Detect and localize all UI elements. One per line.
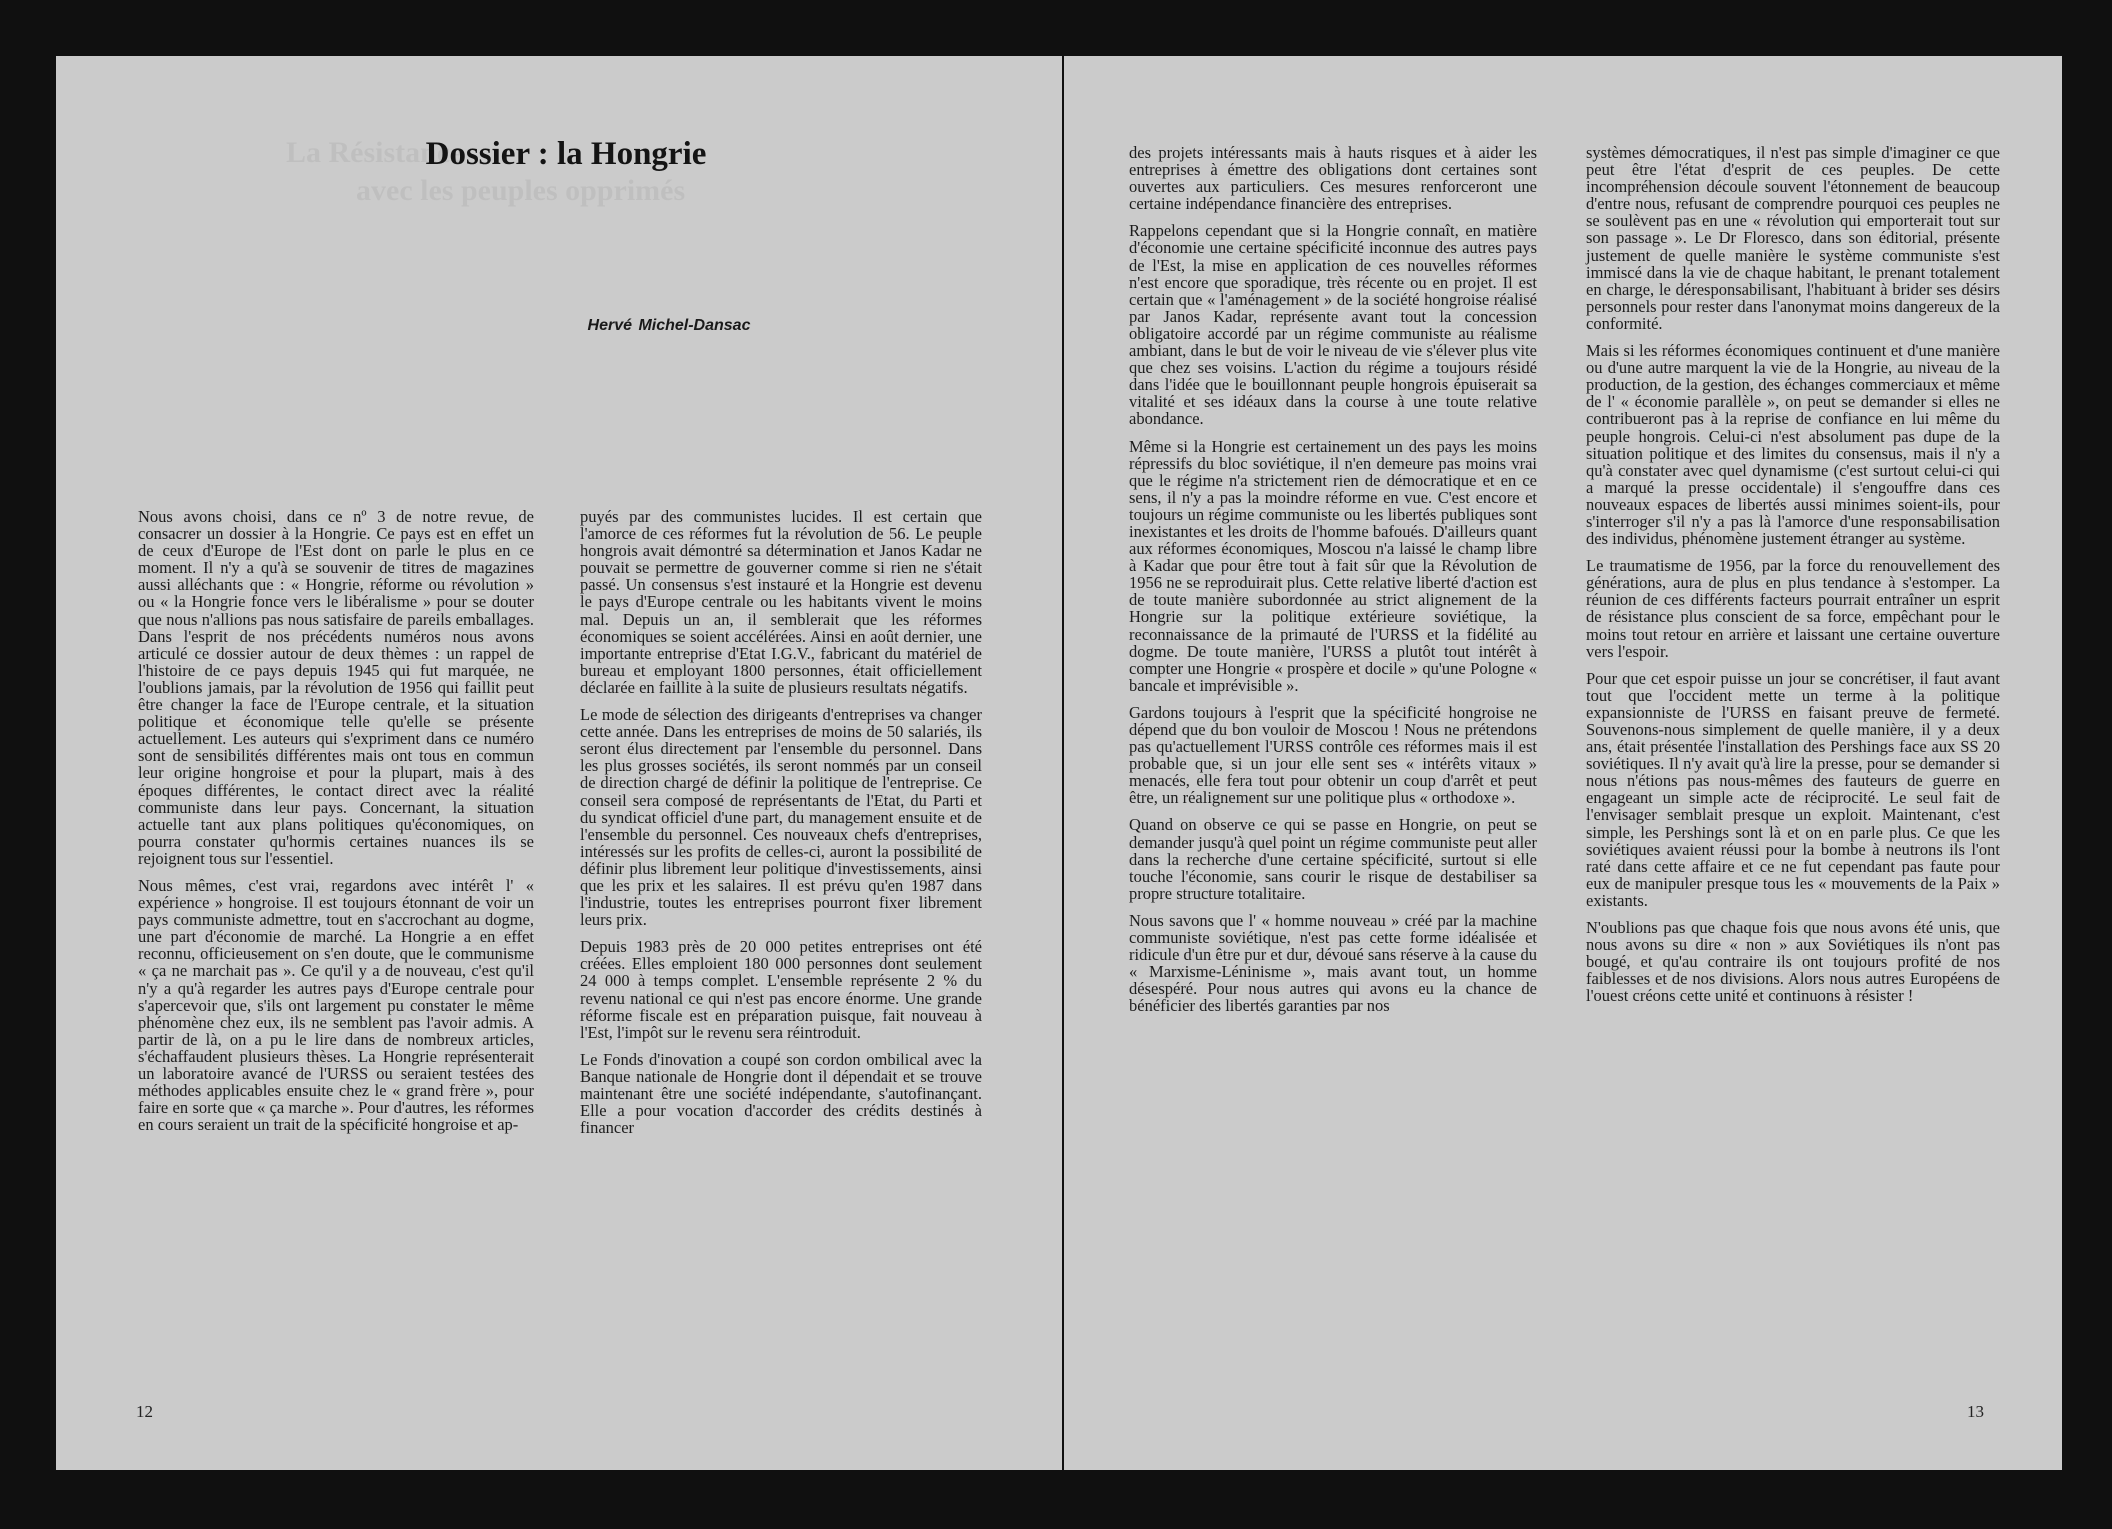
paragraph: Rappelons cependant que si la Hongrie connaît, en matière d'économie une certaine spécificité inconnue des autres pays de l'Est, la mise en application de ces nouvelles réformes n'est encore que sporadique, très récente ou en projet. Il est certain que « l'aménagement » de la société hongroise réalisé par Janos Kadar, représente avant tout la concession obligatoire accordé par un régime communiste au réalisme ambiant, dans le but de voir le niveau de vie s'élever plus vite que chez ses voisins. L'action du régime a toujours résidé dans l'idée que le bouillonnant peuple hongrois épuiserait sa vitalité et ses idéaux dans la course à une toute relative abondance. [1129,221,1537,429]
left-page-column-1 [138,508,534,1143]
left-page-column-2 [580,508,982,1146]
paragraph: Nous avons choisi, dans ce nº 3 de notre revue, de consacrer un dossier à la Hongrie. Ce pays est en effet un de ceux d'Europe de l'Est dont on parle le plus en ce moment. Il n'y a qu'à se souvenir de titres de magazines aussi alléchants que : « Hongrie, réforme ou révolution » ou « la Hongrie fonce vers le libéralisme » pour se douter que nous n'allions pas nous satisfaire de pareils emballages. Dans l'esprit de nos précédents numéros nous avons articulé ce dossier autour de deux thèmes : un rappel de l'histoire de ce pays depuis 1945 qui fut marquée, ne l'oublions jamais, par la révolution de 1956 qui faillit peut être changer la face de l'Europe centrale, et la situation politique et économique telle qu'elle se présente actuellement. Les auteurs qui s'expriment dans ce numéro sont de sensibilités différentes mais ont tous en commun leur origine hongroise et pour la plupart, mais à des époques différentes, le contact direct avec la réalité communiste dans leur pays. Concernant, la situation actuelle tant aux plans politiques qu'économiques, on pourra constater qu'hormis certaines nuances ils se rejoignent tous sur l'essentiel. [138,507,534,868]
paragraph: N'oublions pas que chaque fois que nous avons été unis, que nous avons su dire « non » aux Soviétiques ils n'ont pas bougé, et qu'au contraire ils ont toujours profité de nos faiblesses et de nos divisions. Alors nous autres Européens de l'ouest créons cette unité et continuons à résister ! [1586,918,2000,1006]
paragraph: Pour que cet espoir puisse un jour se concrétiser, il faut avant tout que l'occident mette un terme à la politique expansionniste de l'URSS en faisant preuve de fermeté. Souvenons-nous simplement de quelle manière, il y a deux ans, était présentée l'installation des Pershings face aux SS 20 soviétiques. Il n'y avait qu'à lire la presse, pour se demander si nous n'étions pas nous-mêmes des fauteurs de guerre en engageant un simple acte de réciprocité. Le seul fait de l'envisager semblait presque un exploit. Maintenant, c'est simple, les Pershings sont là et on en parle plus. Ce que les soviétiques avaient réussi pour la bombe à neutrons ils l'ont raté dans cette affaire et ce ne fut cependant pas faute pour eux de manipuler presque tous les « mouvements de la Paix » existants. [1586,668,2000,910]
show-through-text: La Résistance [286,136,464,169]
paragraph: Depuis 1983 près de 20 000 petites entreprises ont été créées. Elles emploient 180 000 personnes dont seulement 24 000 à temps complet. L'ensemble représente 2 % du revenu national ce qui n'est pas encore énorme. Une grande réforme fiscale est en préparation puisque, fait nouveau à l'Est, l'impôt sur le revenu sera réintroduit. [580,937,982,1042]
paragraph: Le mode de sélection des dirigeants d'entreprises va changer cette année. Dans les entreprises de moins de 50 salariés, ils seront élus directement par l'ensemble du personnel. Dans les plus grosses sociétés, ils seront nommés par un conseil de direction chargé de définir la politique de l'entreprise. Ce conseil sera composé de représentants de l'Etat, du Parti et du syndicat officiel d'une part, du management ensuite et de l'ensemble du personnel. Ces nouveaux chefs d'entreprises, intéressés sur les profits de celles-ci, auront la possibilité de définir plus librement leur politique d'investissements, ainsi que les prix et les salaires. Il est prévu qu'en 1987 dans l'industrie, toutes les entreprises pourront fixer librement leurs prix. [580,705,982,930]
paragraph: Gardons toujours à l'esprit que la spécificité hongroise ne dépend que du bon vouloir de Moscou ! Nous ne prétendons pas qu'actuellement l'URSS contrôle ces réformes mais il est probable que, si un jour elle sent ses « intérêts vitaux » menacés, elle fera tout pour obtenir un coup d'arrêt et peut être, un réalignement sur une politique plus « orthodoxe ». [1129,702,1537,808]
paragraph: Le Fonds d'inovation a coupé son cordon ombilical avec la Banque nationale de Hongrie dont il dépendait et se trouve maintenant être une société indépendante, s'autofinançant. Elle a pour vocation d'accorder des crédits destinés à financer [580,1049,982,1138]
page-number: 12 [136,1402,153,1421]
page-number: 13 [1967,1402,1984,1421]
paragraph: Même si la Hongrie est certainement un des pays les moins répressifs du bloc soviétique, il n'en demeure pas moins vrai que le régime n'a strictement rien de démocratique et en ce sens, il n'y a pas la moindre réforme en vue. C'est encore et toujours un régime communiste ou les libertés publiques sont inexistantes et les droits de l'homme bafoués. D'ailleurs quant aux réformes économiques, Moscou n'a laissé le champ libre à Kadar que pour être tout à fait sûr que la Révolution de 1956 ne se reproduirait plus. Cette relative liberté d'action est de toute manière subordonnée au strict alignement de la Hongrie sur la politique extérieure soviétique, la reconnaissance de la primauté de l'URSS et la fidélité au dogme. De toute manière, l'URSS a plutôt tout intérêt à compter une Hongrie « prospère et docile » qu'une Pologne « bancale et imprévisible ». [1129,436,1537,695]
paragraph: Le traumatisme de 1956, par la force du renouvellement des générations, aura de plus en plus tendance à s'estomper. La réunion de ces différents facteurs pourrait entraîner un esprit de résistance plus conscient de sa force, empêchant pour le moins tout retour en arrière et laissant une certaine ouverture vers l'espoir. [1586,556,2000,661]
paragraph: des projets intéressants mais à hauts risques et à aider les entreprises à émettre des obligations dont certaines sont ouvertes aux particuliers. Ces mesures renforceront une certaine indépendance financière des entreprises. [1129,143,1537,214]
right-page [1064,56,2062,1470]
paragraph: puyés par des communistes lucides. Il est certain que l'amorce de ces réformes fut la révolution de 56. Le peuple hongrois avait démontré sa détermination et Janos Kadar ne pouvait se permettre de gouverner comme si rien ne s'était passé. Un consensus s'est instauré et la Hongrie est devenu le pays d'Europe centrale ou les habitants vivent le moins mal. Depuis un an, il semblerait que les réformes économiques se soient accélérées. Ainsi en août dernier, une importante entreprise d'Etat I.G.V., fabricant du matériel de bureau et employant 1800 personnes, était officiellement déclarée en faillite à la suite de plusieurs resultats négatifs. [580,507,982,697]
paragraph: Mais si les réformes économiques continuent et d'une manière ou d'une autre marquent la vie de la Hongrie, au niveau de la production, de la gestion, des échanges commerciaux et même de l' « économie parallèle », on peut se demander si elles ne contribueront pas à la reprise de confiance en lui même du peuple hongrois. Celui-ci n'est absolument pas dupe de la situation politique et des limites du consensus, mais il n'y a qu'à constater avec quel dynamisme (c'est surtout celui-ci qui a marqué la presse occidentale) il s'engouffre dans ces nouveaux espaces de libertés aussi minimes soient-ils, pour s'interroger s'il n'y a pas là l'amorce d'une responsabilisation des individus, phénomène justement étranger au système. [1586,341,2000,549]
left-page [56,56,1062,1470]
paragraph: Nous savons que l' « homme nouveau » créé par la machine communiste soviétique, n'est pas cette forme idéalisée et ridicule d'un être pur et dur, dévoué sans réserve à la cause du « Marxisme-Léninisme », mais avant tout, un homme désespéré. Pour nous autres qui avons eu la chance de bénéficier des libertés garanties par nos [1129,910,1537,1016]
show-through-text: avec les peuples opprimés [356,174,686,207]
paragraph: Quand on observe ce qui se passe en Hongrie, on peut se demander jusqu'à quel point un régime communiste peut aller dans la recherche d'une certaine spécificité, surtout si elle touche l'économie, sans courir le risque de destabiliser sa propre structure totalitaire. [1129,815,1537,903]
right-page-column-1 [1129,144,1537,1025]
paragraph: systèmes démocratiques, il n'est pas simple d'imaginer ce que peut être l'état d'esprit de ces peuples. De cette incompréhension découle souvent l'étonnement de beaucoup d'entre nous, refusant de comprendre pourquoi ces peuples ne se soulèvent pas en une « révolution qui emporterait tout sur son passage ». Le Dr Floresco, dans son éditorial, présente justement de quelle manière le système communiste s'est immiscé dans la vie de chaque habitant, le prenant totalement en charge, le déresponsabilisant, l'habituant à brider ses désirs personnels pour rester dans l'anonymat moins dangereux de la conformité. [1586,143,2000,333]
paragraph: Nous mêmes, c'est vrai, regardons avec intérêt l' « expérience » hongroise. Il est toujours étonnant de voir un pays communiste admettre, tout en s'accrochant au dogme, une part d'économie de marché. La Hongrie a en effet reconnu, officieusement on s'en doute, que le communisme « ça ne marchait pas ». Ce qu'il y a de nouveau, c'est qu'il n'y a qu'à regarder les autres pays d'Europe centrale pour s'apercevoir que, s'ils ont largement pu constater le même phénomène chez eux, ils ne semblent pas l'avoir admis. A partir de là, on a pu le lire dans de nombreux articles, s'échaffaudent plusieurs thèses. La Hongrie représenterait un laboratoire avancé de l'URSS ou seraient testées des méthodes applicables ensuite chez le « grand frère », pour faire en sorte que « ça marche ». Pour d'autres, les réformes en cours seraient un trait de la spécificité hongroise et ap- [138,875,534,1135]
right-page-column-2 [1586,144,2000,1015]
article-author: Hervé Michel-Dansac [587,317,751,334]
article-title: Dossier : la Hongrie [425,136,707,172]
